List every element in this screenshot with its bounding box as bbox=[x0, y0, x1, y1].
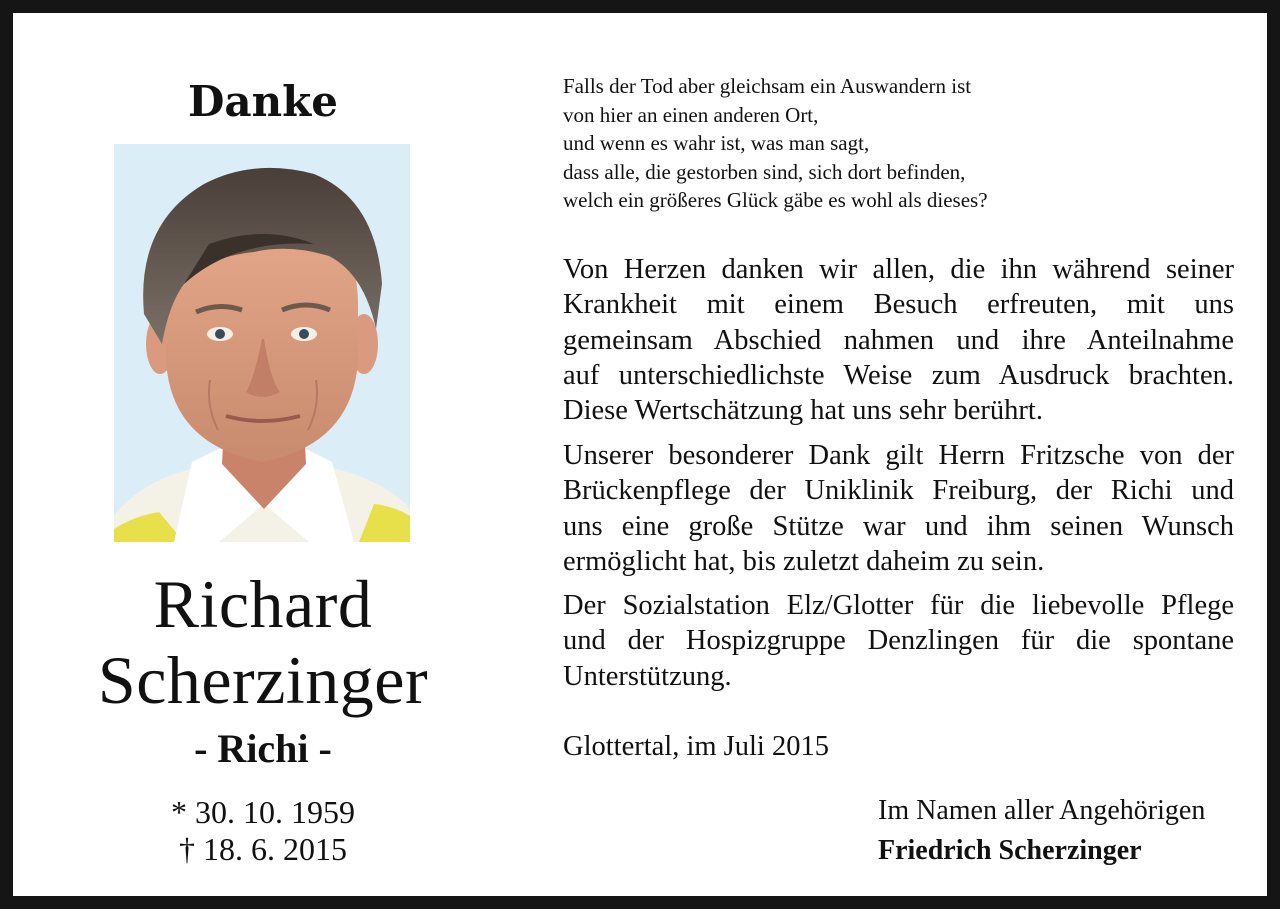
paragraph-line: und der Hospizgruppe Denzlingen für die spontane bbox=[563, 625, 1234, 657]
poem-line: welch ein größeres Glück gäbe es wohl als dieses? bbox=[563, 188, 988, 212]
sign-line: Im Namen aller Angehörigen bbox=[878, 795, 1206, 826]
paragraph-line: ermöglicht hat, bis zuletzt daheim zu sein. bbox=[563, 545, 1045, 577]
name-first: Richard bbox=[153, 566, 373, 642]
care-thanks-paragraph bbox=[563, 588, 1234, 694]
poem-quote bbox=[563, 72, 1163, 215]
paragraph-line: Unserer besonderer Dank gilt Herrn Fritzsche von der bbox=[563, 440, 1234, 471]
poem-line: von hier an einen anderen Ort, bbox=[563, 102, 819, 127]
death-date: † 18. 6. 2015 bbox=[179, 831, 347, 867]
paragraph-line: Diese Wertschätzung hat uns sehr berührt. bbox=[563, 395, 1043, 427]
paragraph-line: auf unterschiedlichste Weise zum Ausdruck brachten. bbox=[563, 359, 1234, 391]
place-date: Glottertal, im Juli 2015 bbox=[563, 731, 829, 762]
thanks-paragraph bbox=[563, 252, 1234, 428]
paragraph-line: Unterstützung. bbox=[563, 660, 732, 692]
paragraph-line: Brückenpflege der Uniklinik Freiburg, der Richi und bbox=[563, 475, 1234, 507]
paragraph-line: uns eine große Stütze war und ihm seinen Wunsch bbox=[563, 510, 1234, 542]
nickname: - Richi - bbox=[194, 726, 332, 771]
poem-line: und wenn es wahr ist, was man sagt, bbox=[563, 131, 870, 155]
paragraph-line: Von Herzen danken wir allen, die ihn während seiner bbox=[563, 254, 1234, 285]
paragraph-line: Krankheit mit einem Besuch erfreuten, mit uns bbox=[563, 289, 1234, 321]
special-thanks-paragraph bbox=[563, 438, 1234, 579]
poem-line: dass alle, die gestorben sind, sich dort befinden, bbox=[563, 159, 966, 184]
paragraph-line: Der Sozialstation Elz/Glotter für die liebevolle Pflege bbox=[563, 590, 1234, 621]
heading: Danke bbox=[188, 77, 338, 126]
poem-line: Falls der Tod aber gleichsam ein Auswandern ist bbox=[563, 74, 972, 98]
paragraph-line: gemeinsam Abschied nahmen und ihre Anteilnahme bbox=[563, 324, 1234, 356]
name-last: Scherzinger bbox=[97, 642, 429, 718]
portrait-photo bbox=[114, 144, 410, 542]
signer-name: Friedrich Scherzinger bbox=[878, 835, 1142, 866]
birth-date: * 30. 10. 1959 bbox=[171, 794, 355, 830]
